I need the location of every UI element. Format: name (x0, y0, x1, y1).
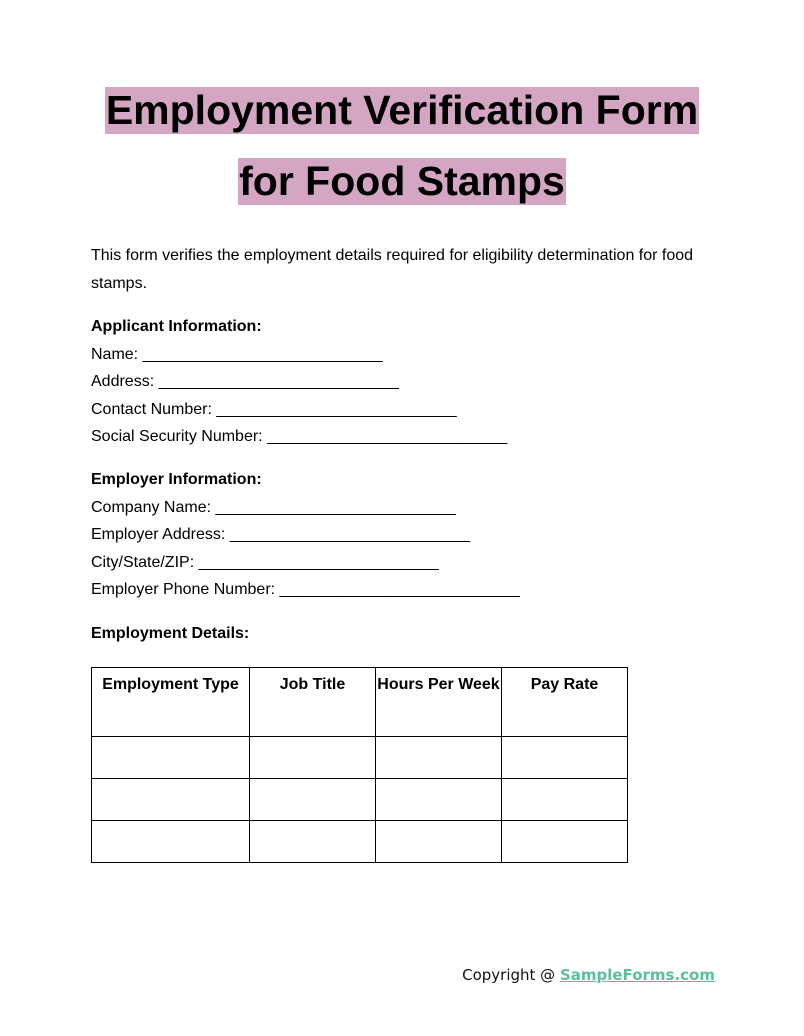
applicant-name-field: Name: ___________________________ (91, 345, 383, 363)
table-header-row (92, 668, 628, 737)
employer-section (91, 466, 731, 604)
applicant-address-field: Address: ___________________________ (91, 373, 399, 390)
document-title (0, 87, 804, 205)
table-row (92, 821, 628, 863)
applicant-heading: Applicant Information: (91, 318, 262, 335)
column-header-employment-type: Employment Type (92, 668, 250, 737)
applicant-section (91, 313, 731, 451)
table-cell[interactable] (376, 779, 502, 821)
employer-phone-field: Employer Phone Number: ___________________________ (91, 581, 520, 598)
table-cell[interactable] (92, 779, 250, 821)
table-cell[interactable] (250, 821, 376, 863)
table-cell[interactable] (502, 779, 628, 821)
table-cell[interactable] (92, 737, 250, 779)
table-cell[interactable] (376, 737, 502, 779)
employer-heading: Employer Information: (91, 471, 262, 488)
table-cell[interactable] (250, 737, 376, 779)
table-cell[interactable] (502, 737, 628, 779)
table-row (92, 737, 628, 779)
column-header-hours-per-week: Hours Per Week (376, 668, 502, 737)
copyright-footer (462, 966, 715, 984)
column-header-job-title: Job Title (250, 668, 376, 737)
applicant-contact-field: Contact Number: ___________________________ (91, 400, 457, 418)
city-state-zip-field: City/State/ZIP: ___________________________ (91, 553, 439, 571)
table-cell[interactable] (250, 779, 376, 821)
title-line-1: Employment Verification Form (105, 87, 699, 133)
company-name-field: Company Name: ___________________________ (91, 498, 456, 516)
table-row (92, 779, 628, 821)
employment-details-heading: Employment Details: (91, 625, 250, 642)
title-line-2: for Food Stamps (239, 158, 565, 204)
employment-details-section (91, 620, 731, 648)
applicant-ssn-field: Social Security Number: ___________________________ (91, 428, 508, 445)
employer-address-field: Employer Address: ___________________________ (91, 526, 470, 543)
copyright-text: Copyright @ (462, 966, 560, 984)
table-cell[interactable] (92, 821, 250, 863)
sampleforms-link[interactable]: SampleForms.com (559, 966, 715, 984)
intro-paragraph: This form verifies the employment details required for eligibility determination for food stamps. (91, 247, 694, 292)
table-cell[interactable] (502, 821, 628, 863)
column-header-pay-rate: Pay Rate (502, 668, 628, 737)
table-cell[interactable] (376, 821, 502, 863)
employment-details-table (91, 667, 628, 863)
